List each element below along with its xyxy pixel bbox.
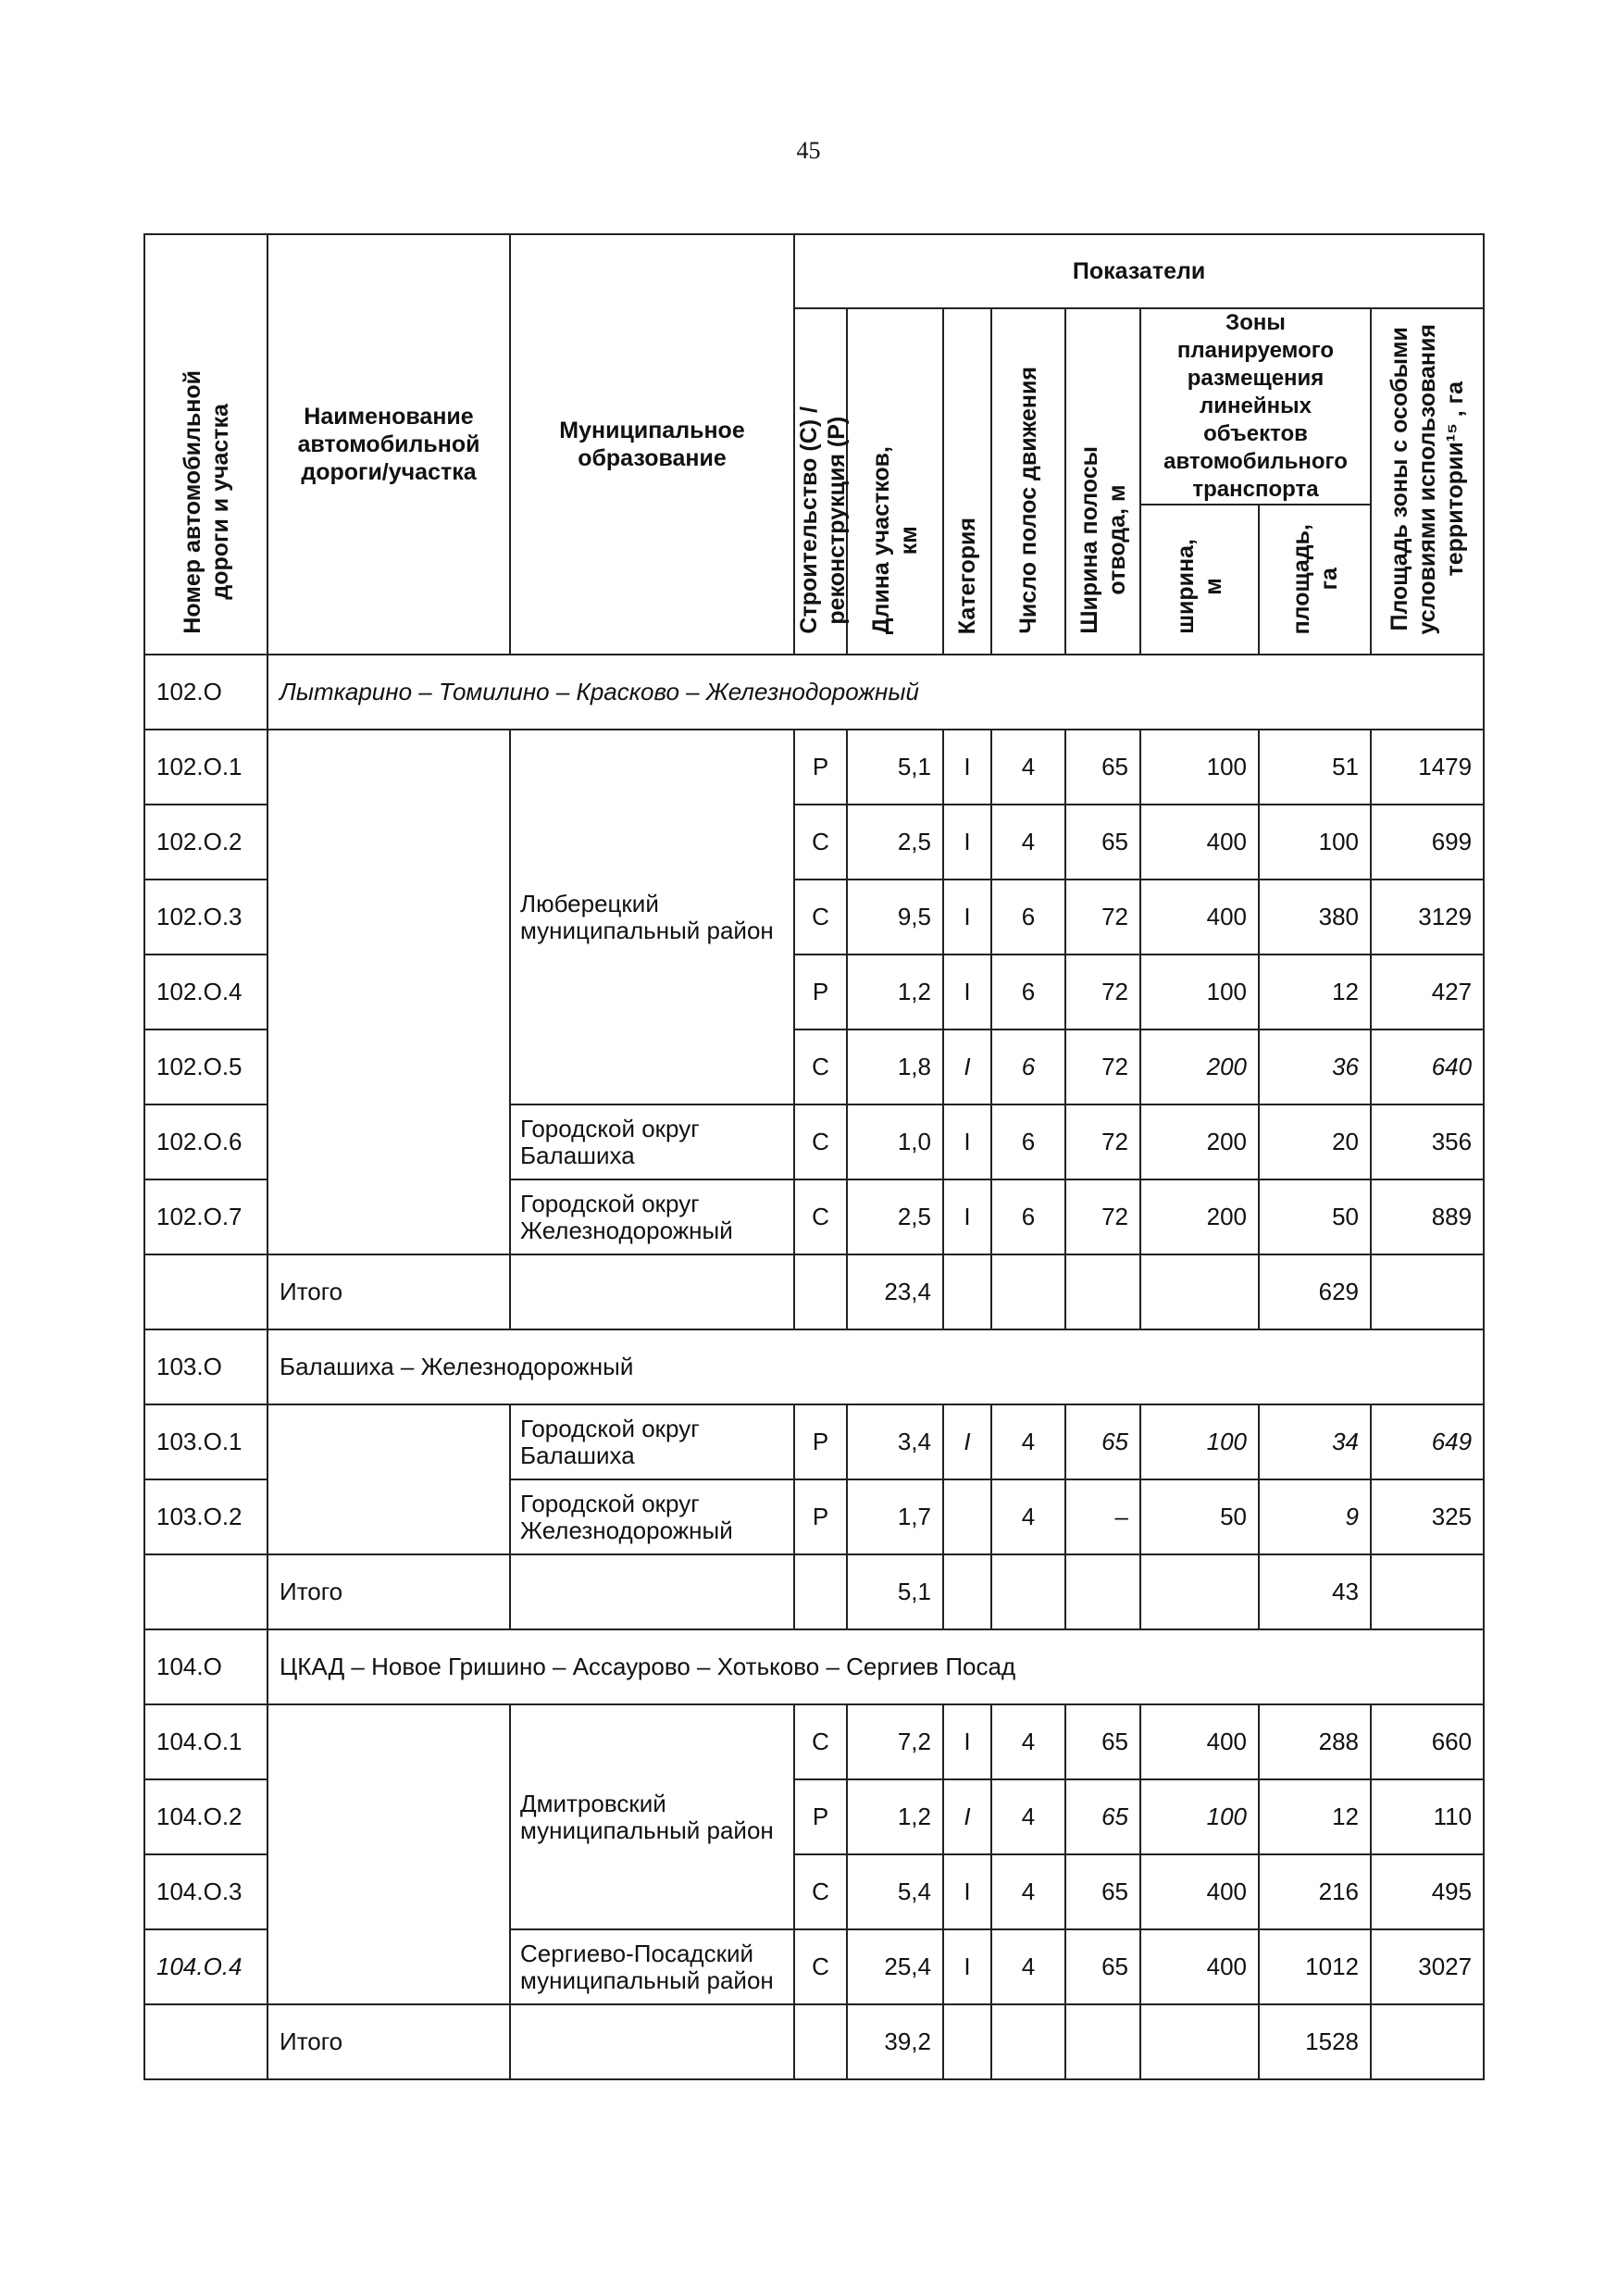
zone-area-cell: 12 bbox=[1259, 1779, 1371, 1854]
category-cell: I bbox=[943, 880, 991, 955]
type-cell: С bbox=[794, 1854, 847, 1929]
section-name: Балашиха – Железнодорожный bbox=[267, 1329, 1484, 1404]
header-indicators: Показатели bbox=[794, 234, 1484, 308]
special-area-cell: 325 bbox=[1371, 1479, 1484, 1554]
section-name: Лыткарино – Томилино – Красково – Железнодорожный bbox=[267, 655, 1484, 730]
special-area-cell: 3027 bbox=[1371, 1929, 1484, 2004]
category-cell: I bbox=[943, 1404, 991, 1479]
zone-area-cell: 34 bbox=[1259, 1404, 1371, 1479]
header-special-zone: Площадь зоны с особыми условиями использования территории¹⁵ , га bbox=[1371, 308, 1484, 655]
length-cell: 1,8 bbox=[847, 1029, 943, 1104]
page-number: 45 bbox=[796, 137, 821, 164]
zone-area-cell: 9 bbox=[1259, 1479, 1371, 1554]
special-area-cell: 495 bbox=[1371, 1854, 1484, 1929]
segment-code: 102.О.4 bbox=[144, 955, 267, 1029]
segment-code: 102.О.1 bbox=[144, 730, 267, 805]
table-row bbox=[144, 730, 1484, 805]
zone-width-cell: 400 bbox=[1140, 1854, 1259, 1929]
section-code: 104.О bbox=[144, 1629, 267, 1704]
row-width-cell: – bbox=[1065, 1479, 1140, 1554]
zone-area-cell: 51 bbox=[1259, 730, 1371, 805]
lanes-cell: 6 bbox=[991, 1179, 1065, 1254]
special-area-cell: 1479 bbox=[1371, 730, 1484, 805]
special-area-cell: 110 bbox=[1371, 1779, 1484, 1854]
municipality-cell: Городской округ Балашиха bbox=[510, 1404, 794, 1479]
type-cell: Р bbox=[794, 1404, 847, 1479]
total-row bbox=[144, 2004, 1484, 2079]
municipality-cell: Сергиево-Посадский муниципальный район bbox=[510, 1929, 794, 2004]
municipality-cell: Люберецкий муниципальный район bbox=[510, 730, 794, 1104]
lanes-cell: 6 bbox=[991, 880, 1065, 955]
zone-area-cell: 50 bbox=[1259, 1179, 1371, 1254]
zone-width-cell: 100 bbox=[1140, 1404, 1259, 1479]
category-cell: I bbox=[943, 730, 991, 805]
category-cell: I bbox=[943, 1104, 991, 1179]
segment-code: 102.О.3 bbox=[144, 880, 267, 955]
lanes-cell: 6 bbox=[991, 1104, 1065, 1179]
segment-code: 102.О.2 bbox=[144, 805, 267, 880]
category-cell: I bbox=[943, 1929, 991, 2004]
category-cell: I bbox=[943, 955, 991, 1029]
header-road-number: Номер автомобильной дороги и участка bbox=[144, 234, 267, 655]
header-right-of-way: Ширина полосы отвода, м bbox=[1065, 308, 1140, 655]
row-width-cell: 65 bbox=[1065, 730, 1140, 805]
section-name: ЦКАД – Новое Гришино – Ассаурово – Хотьково – Сергиев Посад bbox=[267, 1629, 1484, 1704]
length-cell: 2,5 bbox=[847, 1179, 943, 1254]
zone-width-cell: 400 bbox=[1140, 1929, 1259, 2004]
length-cell: 2,5 bbox=[847, 805, 943, 880]
lanes-cell: 4 bbox=[991, 1704, 1065, 1779]
category-cell: I bbox=[943, 1779, 991, 1854]
lanes-cell: 6 bbox=[991, 1029, 1065, 1104]
total-area: 1528 bbox=[1259, 2004, 1371, 2079]
total-length: 39,2 bbox=[847, 2004, 943, 2079]
segment-code: 102.О.6 bbox=[144, 1104, 267, 1179]
category-cell: I bbox=[943, 1029, 991, 1104]
zone-area-cell: 216 bbox=[1259, 1854, 1371, 1929]
special-area-cell: 649 bbox=[1371, 1404, 1484, 1479]
total-length: 5,1 bbox=[847, 1554, 943, 1629]
zone-area-cell: 100 bbox=[1259, 805, 1371, 880]
zone-area-cell: 20 bbox=[1259, 1104, 1371, 1179]
special-area-cell: 660 bbox=[1371, 1704, 1484, 1779]
section-row bbox=[144, 655, 1484, 730]
header-category: Категория bbox=[943, 308, 991, 655]
special-area-cell: 427 bbox=[1371, 955, 1484, 1029]
lanes-cell: 4 bbox=[991, 730, 1065, 805]
segment-code: 104.О.1 bbox=[144, 1704, 267, 1779]
length-cell: 5,1 bbox=[847, 730, 943, 805]
length-cell: 3,4 bbox=[847, 1404, 943, 1479]
total-label: Итого bbox=[267, 1554, 510, 1629]
type-cell: Р bbox=[794, 730, 847, 805]
length-cell: 1,2 bbox=[847, 1779, 943, 1854]
segment-code: 104.О.4 bbox=[144, 1929, 267, 2004]
total-area: 43 bbox=[1259, 1554, 1371, 1629]
zone-width-cell: 200 bbox=[1140, 1029, 1259, 1104]
length-cell: 5,4 bbox=[847, 1854, 943, 1929]
row-width-cell: 72 bbox=[1065, 1029, 1140, 1104]
header-length: Длина участков, км bbox=[847, 308, 943, 655]
zone-width-cell: 100 bbox=[1140, 730, 1259, 805]
special-area-cell: 3129 bbox=[1371, 880, 1484, 955]
header-zones: Зоны планируемого размещения линейных объектов автомобильного транспорта bbox=[1140, 308, 1371, 505]
header-construction: Строительство (С) / реконструкция (Р) bbox=[794, 308, 847, 655]
type-cell: Р bbox=[794, 1479, 847, 1554]
lanes-cell: 4 bbox=[991, 1479, 1065, 1554]
header-road-name: Наименование автомобильной дороги/участка bbox=[267, 234, 510, 655]
category-cell: I bbox=[943, 1854, 991, 1929]
lanes-cell: 4 bbox=[991, 1854, 1065, 1929]
row-width-cell: 72 bbox=[1065, 880, 1140, 955]
header-zone-width: ширина, м bbox=[1140, 505, 1259, 655]
zone-width-cell: 400 bbox=[1140, 880, 1259, 955]
lanes-cell: 4 bbox=[991, 1404, 1065, 1479]
zone-width-cell: 100 bbox=[1140, 955, 1259, 1029]
total-length: 23,4 bbox=[847, 1254, 943, 1329]
zone-width-cell: 100 bbox=[1140, 1779, 1259, 1854]
special-area-cell: 889 bbox=[1371, 1179, 1484, 1254]
table-row bbox=[144, 1404, 1484, 1479]
row-width-cell: 72 bbox=[1065, 1179, 1140, 1254]
municipality-cell: Городской округ Железнодорожный bbox=[510, 1179, 794, 1254]
type-cell: С bbox=[794, 1704, 847, 1779]
zone-area-cell: 288 bbox=[1259, 1704, 1371, 1779]
total-row bbox=[144, 1554, 1484, 1629]
municipality-cell: Дмитровский муниципальный район bbox=[510, 1704, 794, 1929]
length-cell: 1,2 bbox=[847, 955, 943, 1029]
type-cell: С bbox=[794, 880, 847, 955]
type-cell: С bbox=[794, 1929, 847, 2004]
lanes-cell: 4 bbox=[991, 805, 1065, 880]
segment-code: 103.О.1 bbox=[144, 1404, 267, 1479]
category-cell: I bbox=[943, 1704, 991, 1779]
lanes-cell: 6 bbox=[991, 955, 1065, 1029]
length-cell: 25,4 bbox=[847, 1929, 943, 2004]
segment-code: 104.О.3 bbox=[144, 1854, 267, 1929]
type-cell: С bbox=[794, 1029, 847, 1104]
zone-area-cell: 12 bbox=[1259, 955, 1371, 1029]
row-width-cell: 65 bbox=[1065, 1779, 1140, 1854]
length-cell: 7,2 bbox=[847, 1704, 943, 1779]
table-row bbox=[144, 1704, 1484, 1779]
special-area-cell: 640 bbox=[1371, 1029, 1484, 1104]
zone-width-cell: 200 bbox=[1140, 1179, 1259, 1254]
type-cell: С bbox=[794, 805, 847, 880]
lanes-cell: 4 bbox=[991, 1779, 1065, 1854]
row-width-cell: 65 bbox=[1065, 1704, 1140, 1779]
row-width-cell: 65 bbox=[1065, 1854, 1140, 1929]
zone-width-cell: 400 bbox=[1140, 805, 1259, 880]
segment-code: 103.О.2 bbox=[144, 1479, 267, 1554]
header-municipality: Муниципальное образование bbox=[510, 234, 794, 655]
header-zone-area: площадь, га bbox=[1259, 505, 1371, 655]
municipality-cell: Городской округ Балашиха bbox=[510, 1104, 794, 1179]
total-label: Итого bbox=[267, 1254, 510, 1329]
category-cell: I bbox=[943, 1179, 991, 1254]
total-row bbox=[144, 1254, 1484, 1329]
row-width-cell: 65 bbox=[1065, 805, 1140, 880]
section-row bbox=[144, 1329, 1484, 1404]
roads-table bbox=[143, 233, 1485, 2080]
road-name-cell bbox=[267, 730, 510, 1254]
road-name-cell bbox=[267, 1704, 510, 2004]
row-width-cell: 65 bbox=[1065, 1404, 1140, 1479]
type-cell: С bbox=[794, 1179, 847, 1254]
road-name-cell bbox=[267, 1404, 510, 1554]
type-cell: Р bbox=[794, 955, 847, 1029]
length-cell: 1,0 bbox=[847, 1104, 943, 1179]
municipality-cell: Городской округ Железнодорожный bbox=[510, 1479, 794, 1554]
total-label: Итого bbox=[267, 2004, 510, 2079]
category-cell bbox=[943, 1479, 991, 1554]
zone-area-cell: 380 bbox=[1259, 880, 1371, 955]
category-cell: I bbox=[943, 805, 991, 880]
zone-width-cell: 400 bbox=[1140, 1704, 1259, 1779]
zone-width-cell: 50 bbox=[1140, 1479, 1259, 1554]
header-lanes: Число полос движения bbox=[991, 308, 1065, 655]
special-area-cell: 356 bbox=[1371, 1104, 1484, 1179]
length-cell: 9,5 bbox=[847, 880, 943, 955]
row-width-cell: 72 bbox=[1065, 955, 1140, 1029]
section-row bbox=[144, 1629, 1484, 1704]
zone-area-cell: 1012 bbox=[1259, 1929, 1371, 2004]
section-code: 102.О bbox=[144, 655, 267, 730]
segment-code: 102.О.5 bbox=[144, 1029, 267, 1104]
row-width-cell: 72 bbox=[1065, 1104, 1140, 1179]
zone-width-cell: 200 bbox=[1140, 1104, 1259, 1179]
special-area-cell: 699 bbox=[1371, 805, 1484, 880]
segment-code: 102.О.7 bbox=[144, 1179, 267, 1254]
row-width-cell: 65 bbox=[1065, 1929, 1140, 2004]
type-cell: Р bbox=[794, 1779, 847, 1854]
segment-code: 104.О.2 bbox=[144, 1779, 267, 1854]
lanes-cell: 4 bbox=[991, 1929, 1065, 2004]
type-cell: С bbox=[794, 1104, 847, 1179]
section-code: 103.О bbox=[144, 1329, 267, 1404]
length-cell: 1,7 bbox=[847, 1479, 943, 1554]
zone-area-cell: 36 bbox=[1259, 1029, 1371, 1104]
total-area: 629 bbox=[1259, 1254, 1371, 1329]
